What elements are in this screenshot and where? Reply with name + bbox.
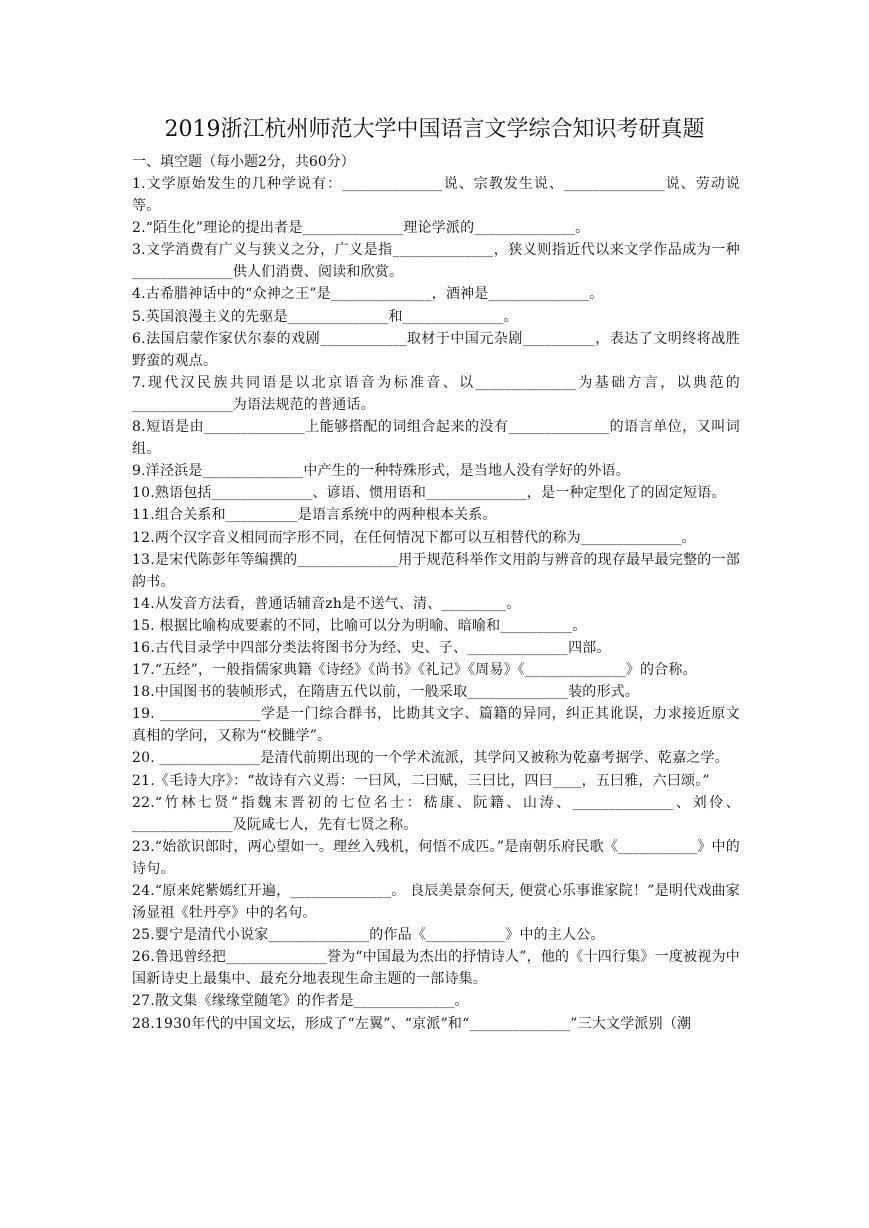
question-item: 5.英国浪漫主义的先驱是______________和______________。 — [132, 308, 518, 325]
question-item: 27.散文集《缘缘堂随笔》的作者是______________。 — [132, 993, 469, 1010]
question-item: 16.古代目录学中四部分类法将图书分为经、史、子、______________四部。 — [132, 639, 611, 656]
question-item: 2.“陌生化”理论的提出者是______________理论学派的______________。 — [132, 220, 590, 237]
question-item: 19. ______________学是一门综合群书，比勘其文字、篇籍的异同，纠正其讹误，力求接近原文真相的学问，又称为“校雠学”。 — [132, 706, 740, 745]
question-item: 9.洋泾浜是______________中产生的一种特殊形式，是当地人没有学好的外语。 — [132, 463, 630, 480]
question-item: 26.鲁迅曾经把______________誉为“中国最为杰出的抒情诗人”，他的《十四行集》一度被视为中国新诗史上最集中、最充分地表现生命主题的一部诗集。 — [132, 949, 740, 988]
question-item: 23.“始欲识郎时，两心望如一。理丝入残机，何悟不成匹。”是南朝乐府民歌《___________》中的诗句。 — [132, 838, 740, 877]
question-item: 21.《毛诗大序》：“故诗有六义焉：一曰风，二曰赋，三曰比，四曰____，五曰雅，六曰颂。” — [132, 772, 710, 789]
question-item: 25.婴宁是清代小说家______________的作品《___________》中的主人公。 — [132, 927, 605, 944]
question-item: 8.短语是由______________上能够搭配的词组合起来的没有______________的语言单位，又叫词组。 — [132, 419, 740, 458]
question-item: 7.现代汉民族共同语是以北京语音为标准音、以______________为基础方言，以典范的______________为语法规范的普通话。 — [132, 374, 740, 413]
question-item: 18.中国图书的装帧形式，在隋唐五代以前，一般采取______________装的形式。 — [132, 684, 640, 701]
question-item: 4.古希腊神话中的“众神之王”是______________，酒神是______________。 — [132, 286, 604, 303]
question-item: 24.“原来姹紫嫣红开遍，______________。 良辰美景奈何天, 便赏心乐事谁家院！”是明代戏曲家汤显祖《牡丹亭》中的名句。 — [132, 883, 740, 922]
question-item: 17.“五经”，一般指儒家典籍《诗经》《尚书》《礼记》《周易》《______________》的合称。 — [132, 662, 697, 679]
question-item: 12.两个汉字音义相同而字形不同，在任何情况下都可以互相替代的称为______________。 — [132, 529, 696, 546]
question-item: 22.“竹林七贤”指魏末晋初的七位名士：嵇康、阮籍、山涛、______________、刘伶、______________及阮咸七人，先有七贤之称。 — [132, 794, 740, 833]
question-item: 20. ______________是清代前期出现的一个学术流派，其学问又被称为乾嘉考据学、乾嘉之学。 — [132, 750, 729, 767]
question-list — [132, 173, 740, 1035]
question-item: 3.文学消费有广义与狭义之分，广义是指______________，狭义则指近代以来文学作品成为一种______________供人们消费、阅读和欣赏。 — [132, 242, 740, 281]
question-item: 11.组合关系和__________是语言系统中的两种根本关系。 — [132, 507, 497, 524]
section-heading: 一、填空题（每小题2分，共60分） — [132, 154, 355, 170]
question-item: 1.文学原始发生的几种学说有：______________说、宗教发生说、______________说、劳动说等。 — [132, 176, 740, 215]
question-item: 6.法国启蒙作家伏尔泰的戏剧____________取材于中国元杂剧__________，表达了文明终将战胜野蛮的观点。 — [132, 330, 740, 369]
question-item: 28.1930年代的中国文坛，形成了“左翼”、“京派”和“______________”三大文学派别（潮 — [132, 1015, 692, 1032]
question-item: 10.熟语包括______________、谚语、惯用语和______________，是一种定型化了的固定短语。 — [132, 485, 726, 502]
question-item: 14.从发音方法看，普通话辅音zh是不送气、清、_________。 — [132, 595, 521, 612]
page-title: 2019浙江杭州师范大学中国语言文学综合知识考研真题 — [164, 117, 705, 142]
question-item: 15. 根据比喻构成要素的不同，比喻可以分为明喻、暗喻和__________。 — [132, 617, 587, 634]
question-item: 13.是宋代陈彭年等编撰的______________用于规范科举作文用韵与辨音的现存最早最完整的一部韵书。 — [132, 551, 740, 590]
